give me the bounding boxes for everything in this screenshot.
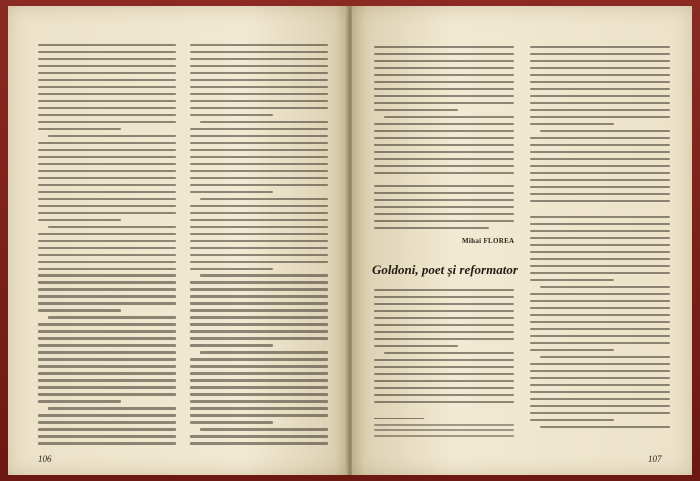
text-line	[374, 435, 514, 437]
text-line	[530, 193, 670, 195]
text-line	[38, 372, 176, 374]
text-line	[38, 51, 176, 53]
text-line	[374, 206, 514, 208]
text-line	[38, 72, 176, 74]
text-line	[374, 158, 514, 160]
text-line	[374, 53, 514, 55]
text-line	[540, 130, 670, 132]
text-line	[38, 268, 176, 270]
text-line	[38, 149, 176, 151]
text-line	[374, 123, 514, 125]
text-line	[374, 74, 514, 76]
text-line	[374, 227, 489, 229]
footnote-rule	[374, 418, 424, 419]
text-line	[530, 216, 670, 218]
text-line	[190, 365, 328, 367]
text-line	[530, 335, 670, 337]
text-line	[190, 379, 328, 381]
text-line	[190, 435, 328, 437]
right-page	[352, 6, 692, 475]
text-line	[530, 179, 670, 181]
text-line	[38, 177, 176, 179]
text-line	[190, 212, 328, 214]
text-line	[190, 337, 328, 339]
text-line	[190, 135, 328, 137]
text-line	[190, 323, 328, 325]
text-line	[530, 81, 670, 83]
text-line	[38, 107, 176, 109]
text-line	[38, 184, 176, 186]
text-line	[190, 309, 328, 311]
text-line	[374, 324, 514, 326]
text-line	[540, 286, 670, 288]
text-line	[190, 254, 328, 256]
text-line	[530, 74, 670, 76]
text-line	[190, 261, 328, 263]
text-line	[38, 86, 176, 88]
right-column-2-top-text	[530, 46, 670, 207]
text-line	[190, 65, 328, 67]
text-line	[190, 400, 328, 402]
text-line	[374, 296, 514, 298]
text-line	[38, 428, 176, 430]
text-line	[374, 380, 514, 382]
text-line	[190, 288, 328, 290]
footnote-text	[374, 424, 514, 440]
text-line	[190, 330, 328, 332]
text-line	[200, 428, 328, 430]
text-line	[530, 123, 614, 125]
text-line	[190, 170, 328, 172]
text-line	[374, 109, 458, 111]
text-line	[374, 220, 514, 222]
text-line	[374, 373, 514, 375]
text-line	[38, 58, 176, 60]
text-line	[38, 198, 176, 200]
text-line	[530, 102, 670, 104]
text-line	[190, 149, 328, 151]
text-line	[38, 205, 176, 207]
text-line	[374, 199, 514, 201]
text-line	[190, 372, 328, 374]
right-column-1-top-text	[374, 46, 514, 179]
text-line	[38, 100, 176, 102]
text-line	[38, 163, 176, 165]
text-line	[38, 393, 176, 395]
text-line	[190, 268, 273, 270]
text-line	[190, 240, 328, 242]
text-line	[374, 310, 514, 312]
text-line	[38, 386, 176, 388]
text-line	[530, 363, 670, 365]
article-column-1-text	[374, 289, 514, 408]
text-line	[38, 233, 176, 235]
text-line	[384, 352, 514, 354]
text-line	[530, 342, 670, 344]
text-line	[190, 86, 328, 88]
text-line	[190, 114, 273, 116]
text-line	[540, 426, 670, 428]
text-line	[38, 142, 176, 144]
text-line	[530, 391, 670, 393]
text-line	[38, 79, 176, 81]
text-line	[374, 366, 514, 368]
text-line	[530, 272, 670, 274]
text-line	[530, 328, 670, 330]
text-line	[530, 60, 670, 62]
text-line	[374, 394, 514, 396]
text-line	[530, 151, 670, 153]
text-line	[374, 401, 514, 403]
text-line	[38, 44, 176, 46]
text-line	[530, 398, 670, 400]
text-line	[530, 230, 670, 232]
text-line	[530, 200, 670, 202]
text-line	[38, 121, 176, 123]
text-line	[38, 114, 176, 116]
text-line	[38, 442, 176, 444]
text-line	[200, 274, 328, 276]
text-line	[374, 338, 514, 340]
article-byline: Mihai FLOREA	[462, 237, 515, 245]
text-line	[38, 414, 176, 416]
text-line	[200, 351, 328, 353]
text-line	[38, 247, 176, 249]
text-line	[530, 46, 670, 48]
text-line	[374, 88, 514, 90]
text-line	[190, 79, 328, 81]
text-line	[190, 295, 328, 297]
text-line	[530, 237, 670, 239]
text-line	[190, 393, 328, 395]
text-line	[374, 331, 514, 333]
text-line	[38, 191, 176, 193]
text-line	[530, 377, 670, 379]
text-line	[374, 137, 514, 139]
text-line	[38, 330, 176, 332]
text-line	[530, 265, 670, 267]
text-line	[38, 254, 176, 256]
text-line	[530, 95, 670, 97]
text-line	[48, 226, 176, 228]
text-line	[374, 165, 514, 167]
text-line	[530, 384, 670, 386]
text-line	[190, 184, 328, 186]
text-line	[530, 109, 670, 111]
text-line	[374, 289, 514, 291]
text-line	[530, 293, 670, 295]
text-line	[530, 307, 670, 309]
left-column-1-text	[38, 44, 176, 449]
text-line	[38, 344, 176, 346]
text-line	[190, 421, 273, 423]
left-page	[8, 6, 348, 475]
text-line	[190, 191, 273, 193]
text-line	[190, 407, 328, 409]
text-line	[374, 387, 514, 389]
text-line	[374, 60, 514, 62]
text-line	[48, 135, 176, 137]
text-line	[38, 274, 176, 276]
text-line	[530, 300, 670, 302]
text-line	[190, 44, 328, 46]
text-line	[190, 316, 328, 318]
text-line	[374, 144, 514, 146]
text-line	[190, 142, 328, 144]
text-line	[374, 317, 514, 319]
text-line	[38, 281, 176, 283]
text-line	[38, 379, 176, 381]
text-line	[38, 128, 121, 130]
text-line	[374, 213, 514, 215]
text-line	[374, 67, 514, 69]
text-line	[38, 435, 176, 437]
text-line	[530, 321, 670, 323]
text-line	[530, 370, 670, 372]
text-line	[48, 407, 176, 409]
text-line	[374, 359, 514, 361]
text-line	[38, 93, 176, 95]
text-line	[540, 356, 670, 358]
text-line	[530, 251, 670, 253]
text-line	[190, 281, 328, 283]
text-line	[190, 302, 328, 304]
text-line	[374, 192, 514, 194]
text-line	[530, 137, 670, 139]
text-line	[190, 442, 328, 444]
text-line	[38, 421, 176, 423]
text-line	[530, 67, 670, 69]
text-line	[530, 405, 670, 407]
text-line	[530, 116, 670, 118]
right-page-number: 107	[648, 454, 662, 464]
article-title: Goldoni, poet și reformator	[372, 262, 518, 277]
text-line	[374, 424, 514, 426]
text-line	[530, 186, 670, 188]
text-line	[190, 386, 328, 388]
text-line	[190, 358, 328, 360]
text-line	[374, 102, 514, 104]
text-line	[530, 412, 670, 414]
text-line	[530, 244, 670, 246]
text-line	[38, 309, 121, 311]
text-line	[38, 302, 176, 304]
text-line	[190, 107, 328, 109]
text-line	[190, 344, 273, 346]
text-line	[190, 128, 328, 130]
text-line	[530, 349, 614, 351]
text-line	[374, 303, 514, 305]
text-line	[38, 323, 176, 325]
text-line	[374, 46, 514, 48]
text-line	[530, 158, 670, 160]
text-line	[190, 414, 328, 416]
text-line	[38, 170, 176, 172]
text-line	[38, 295, 176, 297]
text-line	[190, 100, 328, 102]
text-line	[190, 58, 328, 60]
text-line	[374, 151, 514, 153]
text-line	[38, 358, 176, 360]
left-page-number: 106	[38, 454, 52, 464]
left-column-2-text	[190, 44, 328, 449]
text-line	[38, 288, 176, 290]
text-line	[190, 163, 328, 165]
text-line	[190, 219, 328, 221]
text-line	[530, 144, 670, 146]
text-line	[530, 223, 670, 225]
text-line	[38, 365, 176, 367]
text-line	[38, 400, 121, 402]
text-line	[530, 314, 670, 316]
article-column-2-text	[530, 216, 670, 433]
text-line	[38, 212, 176, 214]
text-line	[190, 247, 328, 249]
text-line	[374, 172, 514, 174]
text-line	[190, 156, 328, 158]
text-line	[190, 233, 328, 235]
text-line	[374, 81, 514, 83]
text-line	[374, 130, 514, 132]
text-line	[530, 279, 614, 281]
text-line	[38, 156, 176, 158]
text-line	[530, 258, 670, 260]
text-line	[384, 116, 514, 118]
text-line	[530, 53, 670, 55]
text-line	[38, 65, 176, 67]
text-line	[190, 93, 328, 95]
text-line	[190, 72, 328, 74]
right-column-1-tail-text	[374, 185, 514, 234]
text-line	[190, 205, 328, 207]
text-line	[38, 240, 176, 242]
text-line	[374, 429, 514, 431]
text-line	[200, 198, 328, 200]
text-line	[374, 345, 458, 347]
text-line	[190, 177, 328, 179]
text-line	[48, 316, 176, 318]
text-line	[190, 226, 328, 228]
text-line	[530, 419, 614, 421]
text-line	[530, 88, 670, 90]
text-line	[200, 121, 328, 123]
text-line	[38, 261, 176, 263]
text-line	[530, 165, 670, 167]
text-line	[530, 172, 670, 174]
text-line	[190, 51, 328, 53]
text-line	[38, 351, 176, 353]
text-line	[374, 185, 514, 187]
text-line	[374, 95, 514, 97]
text-line	[38, 337, 176, 339]
text-line	[38, 219, 121, 221]
